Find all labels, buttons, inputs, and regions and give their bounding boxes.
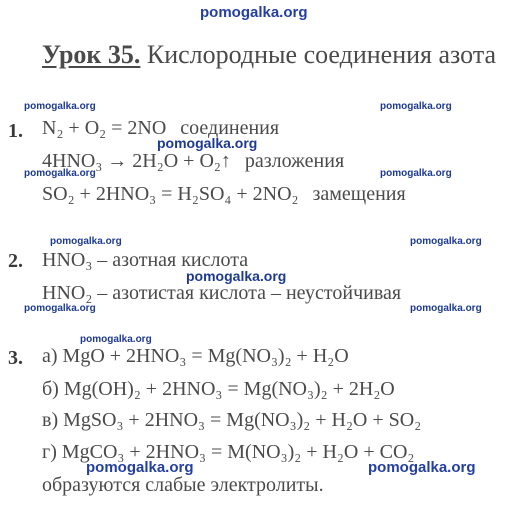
equation: SO₂ + 2HNO₃ = H₂SO₄ + 2NO₂ [42, 183, 299, 205]
watermark-text: pomogalka.org [24, 303, 96, 314]
lesson-number: Урок 35. [42, 40, 141, 69]
text-line: HNO₃ – азотная кислота [42, 249, 249, 271]
text-line: а) MgO + 2HNO₃ = Mg(NO₃)₂ + H₂O [42, 345, 349, 367]
equation: N₂ + O₂ = 2NO [42, 117, 167, 139]
watermark-text: pomogalka.org [368, 459, 476, 476]
watermark-text: pomogalka.org [80, 334, 152, 345]
reaction-type: разложения [244, 150, 345, 172]
equation: 4HNO₃ → 2H₂O + O₂↑ [42, 150, 231, 172]
task-number-2: 2. [8, 250, 23, 272]
watermark-text: pomogalka.org [380, 168, 452, 179]
equation-line [42, 183, 406, 205]
watermark-text: pomogalka.org [186, 268, 287, 284]
watermark-text: pomogalka.org [157, 135, 258, 151]
text-line: HNO₂ – азотистая кислота – неустойчивая [42, 282, 402, 304]
text-line: г) MgCO₃ + 2HNO₃ = M(NO₃)₂ + H₂O + CO₂ [42, 441, 415, 463]
task-number-1: 1. [8, 120, 23, 142]
watermark-text: pomogalka.org [380, 101, 452, 112]
task-number-3: 3. [8, 347, 23, 369]
watermark-text: pomogalka.org [410, 303, 482, 314]
watermark-text: pomogalka.org [50, 236, 122, 247]
text-line: в) MgSO₃ + 2HNO₃ = Mg(NO₃)₂ + H₂O + SO₂ [42, 409, 422, 431]
watermark-text: pomogalka.org [86, 459, 194, 476]
watermark-text: pomogalka.org [410, 236, 482, 247]
lesson-topic: Кислородные соединения азота [146, 40, 497, 69]
watermark-text: pomogalka.org [24, 101, 96, 112]
page-title [42, 40, 512, 70]
reaction-type: замещения [312, 183, 406, 205]
equation-line [42, 117, 279, 139]
watermark-text: pomogalka.org [200, 4, 308, 21]
text-line: образуются слабые электролиты. [42, 474, 324, 496]
watermark-text: pomogalka.org [24, 168, 96, 179]
text-line: б) Mg(OH)₂ + 2HNO₃ = Mg(NO₃)₂ + 2H₂O [42, 378, 395, 400]
equation-line [42, 150, 344, 172]
reaction-type: соединения [180, 117, 280, 139]
